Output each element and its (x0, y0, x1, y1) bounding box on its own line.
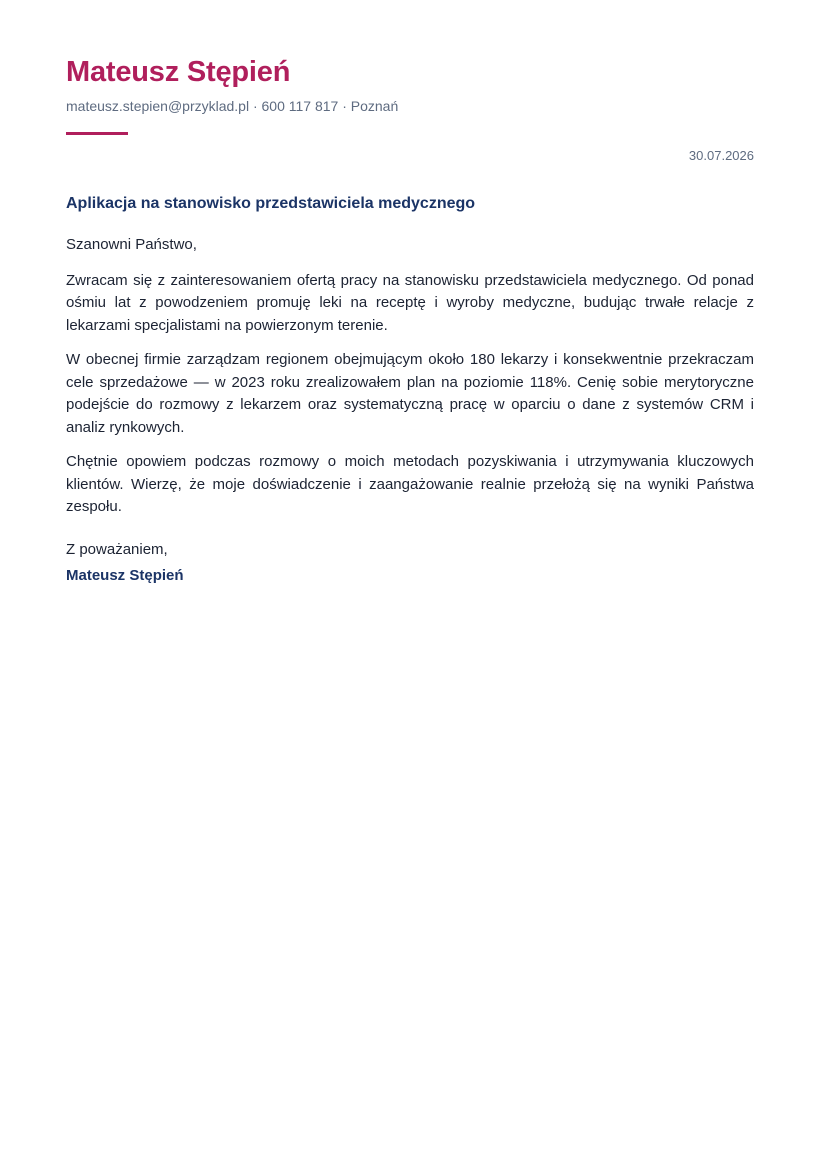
sender-name: Mateusz Stępień (66, 56, 291, 88)
signature: Mateusz Stępień (66, 567, 184, 584)
salutation: Szanowni Państwo, (66, 236, 197, 253)
sender-contact: mateusz.stepien@przyklad.pl · 600 117 817 · Poznań (66, 98, 399, 114)
letter-date: 30.07.2026 (688, 148, 754, 163)
letter-subject: Aplikacja na stanowisko przedstawiciela medycznego (66, 195, 476, 212)
accent-divider (66, 132, 128, 135)
letter-body (66, 234, 754, 531)
paragraph-intro: Zwracam się z zainteresowaniem ofertą pracy na stanowisku przedstawiciela medycznego. Od ponad ośmiu lat z powodzeniem promuję leki na receptę i wyroby medyczne, budując trwałe relacje z lekarzami specjalistami na powierzonym terenie. (66, 271, 754, 334)
paragraph-closing: Chętnie opowiem podczas rozmowy o moich metodach pozyskiwania i utrzymywania kluczowych klientów. Wierzę, że moje doświadczenie i zaangażowanie realnie przełożą się na wyniki Państwa zespołu. (66, 453, 754, 515)
closing-phrase: Z poważaniem, (66, 541, 168, 558)
paragraph-experience: W obecnej firmie zarządzam regionem obejmującym około 180 lekarzy i konsekwentnie przekraczam cele sprzedażowe — w 2023 roku zrealizowałem plan na poziomie 118%. Cenię sobie merytoryczne podejście do rozmowy z lekarzem oraz systematyczną pracę w oparciu o dane z systemów CRM i analiz rynkowych. (66, 351, 754, 436)
